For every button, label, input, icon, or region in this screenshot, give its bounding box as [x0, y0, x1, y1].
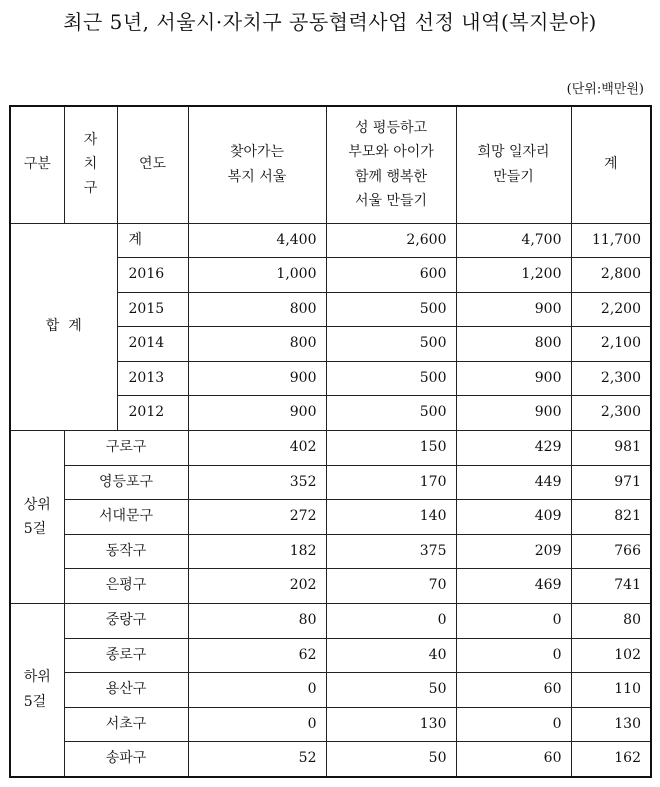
value-cell: 500 — [326, 396, 456, 431]
total-cell: 162 — [571, 742, 651, 777]
district-name-cell: 은평구 — [64, 569, 188, 604]
table-row — [10, 534, 651, 569]
district-name-cell: 중랑구 — [64, 604, 188, 639]
district-name-cell: 송파구 — [64, 742, 188, 777]
header-jachigu — [64, 106, 117, 223]
header-col1-line: 찾아가는 — [229, 144, 285, 161]
district-name-cell: 서대문구 — [64, 500, 188, 535]
value-cell: 272 — [188, 500, 326, 535]
year-cell: 2013 — [117, 361, 188, 396]
year-cell: 2014 — [117, 327, 188, 362]
group-label-top-line: 5걸 — [23, 521, 47, 538]
district-name-cell: 구로구 — [64, 431, 188, 466]
total-cell: 981 — [571, 431, 651, 466]
value-cell: 900 — [188, 361, 326, 396]
value-cell: 449 — [456, 465, 571, 500]
district-name-cell: 서초구 — [64, 707, 188, 742]
value-cell: 40 — [326, 638, 456, 673]
value-cell: 900 — [456, 292, 571, 327]
value-cell: 50 — [326, 742, 456, 777]
group-label-bottom-line: 5걸 — [23, 693, 47, 710]
value-cell: 140 — [326, 500, 456, 535]
header-col2 — [326, 106, 456, 223]
value-cell: 0 — [188, 707, 326, 742]
header-gubun: 구분 — [10, 106, 64, 223]
year-cell: 2015 — [117, 292, 188, 327]
header-jachigu-char: 자 — [83, 132, 98, 149]
table-row — [10, 431, 651, 466]
value-cell: 202 — [188, 569, 326, 604]
value-cell: 1,000 — [188, 258, 326, 293]
value-cell: 800 — [456, 327, 571, 362]
value-cell: 70 — [326, 569, 456, 604]
value-cell: 500 — [326, 292, 456, 327]
header-col2-line: 부모와 아이가 — [348, 144, 434, 161]
total-cell: 102 — [571, 638, 651, 673]
district-name-cell: 종로구 — [64, 638, 188, 673]
total-cell: 766 — [571, 534, 651, 569]
value-cell: 209 — [456, 534, 571, 569]
group-label-bottom-line: 하위 — [23, 669, 51, 686]
value-cell: 0 — [456, 707, 571, 742]
total-cell: 2,800 — [571, 258, 651, 293]
header-col1 — [188, 106, 326, 223]
value-cell: 469 — [456, 569, 571, 604]
value-cell: 429 — [456, 431, 571, 466]
year-cell: 2016 — [117, 258, 188, 293]
district-name-cell: 용산구 — [64, 673, 188, 708]
header-jachigu-char: 구 — [83, 179, 98, 196]
header-col3 — [456, 106, 571, 223]
header-col3-line: 희망 일자리 — [477, 144, 550, 161]
table-row — [10, 707, 651, 742]
total-cell: 2,200 — [571, 292, 651, 327]
value-cell: 0 — [456, 604, 571, 639]
group-label-sum: 합 계 — [10, 223, 117, 431]
total-cell: 2,300 — [571, 361, 651, 396]
table-row — [10, 604, 651, 639]
header-total: 계 — [571, 106, 651, 223]
value-cell: 50 — [326, 673, 456, 708]
value-cell: 60 — [456, 673, 571, 708]
header-col2-line: 함께 행복한 — [354, 168, 428, 185]
value-cell: 600 — [326, 258, 456, 293]
year-cell: 2012 — [117, 396, 188, 431]
value-cell: 800 — [188, 292, 326, 327]
total-cell: 821 — [571, 500, 651, 535]
table-row — [10, 465, 651, 500]
total-cell: 741 — [571, 569, 651, 604]
header-col2-line: 성 평등하고 — [354, 119, 428, 136]
table-row — [10, 500, 651, 535]
value-cell: 0 — [456, 638, 571, 673]
table-row — [10, 223, 651, 258]
value-cell: 4,400 — [188, 223, 326, 258]
value-cell: 52 — [188, 742, 326, 777]
table-row — [10, 673, 651, 708]
total-cell: 2,300 — [571, 396, 651, 431]
table-row — [10, 742, 651, 777]
unit-label: (단위:백만원) — [566, 82, 644, 97]
value-cell: 4,700 — [456, 223, 571, 258]
document-title: 최근 5년, 서울시·자치구 공동협력사업 선정 내역(복지분야) — [63, 10, 597, 34]
value-cell: 150 — [326, 431, 456, 466]
header-col2-line: 서울 만들기 — [354, 193, 428, 210]
value-cell: 1,200 — [456, 258, 571, 293]
total-cell: 11,700 — [571, 223, 651, 258]
header-col3-line: 만들기 — [493, 168, 534, 185]
value-cell: 900 — [188, 396, 326, 431]
value-cell: 170 — [326, 465, 456, 500]
value-cell: 60 — [456, 742, 571, 777]
value-cell: 0 — [326, 604, 456, 639]
value-cell: 800 — [188, 327, 326, 362]
group-label-bottom — [10, 604, 64, 777]
total-cell: 110 — [571, 673, 651, 708]
total-cell: 2,100 — [571, 327, 651, 362]
district-name-cell: 동작구 — [64, 534, 188, 569]
value-cell: 500 — [326, 327, 456, 362]
table-row — [10, 638, 651, 673]
value-cell: 0 — [188, 673, 326, 708]
value-cell: 62 — [188, 638, 326, 673]
value-cell: 402 — [188, 431, 326, 466]
value-cell: 2,600 — [326, 223, 456, 258]
table-row — [10, 569, 651, 604]
group-label-top — [10, 431, 64, 604]
value-cell: 352 — [188, 465, 326, 500]
value-cell: 182 — [188, 534, 326, 569]
value-cell: 80 — [188, 604, 326, 639]
header-year: 연도 — [117, 106, 188, 223]
value-cell: 130 — [326, 707, 456, 742]
group-label-top-line: 상위 — [23, 496, 51, 513]
total-cell: 80 — [571, 604, 651, 639]
value-cell: 900 — [456, 361, 571, 396]
year-cell: 계 — [117, 223, 188, 258]
header-row — [10, 106, 651, 223]
total-cell: 130 — [571, 707, 651, 742]
value-cell: 409 — [456, 500, 571, 535]
value-cell: 900 — [456, 396, 571, 431]
district-name-cell: 영등포구 — [64, 465, 188, 500]
value-cell: 500 — [326, 361, 456, 396]
header-col1-line: 복지 서울 — [227, 168, 287, 185]
total-cell: 971 — [571, 465, 651, 500]
budget-table — [9, 105, 652, 778]
value-cell: 375 — [326, 534, 456, 569]
header-jachigu-char: 치 — [83, 155, 98, 172]
